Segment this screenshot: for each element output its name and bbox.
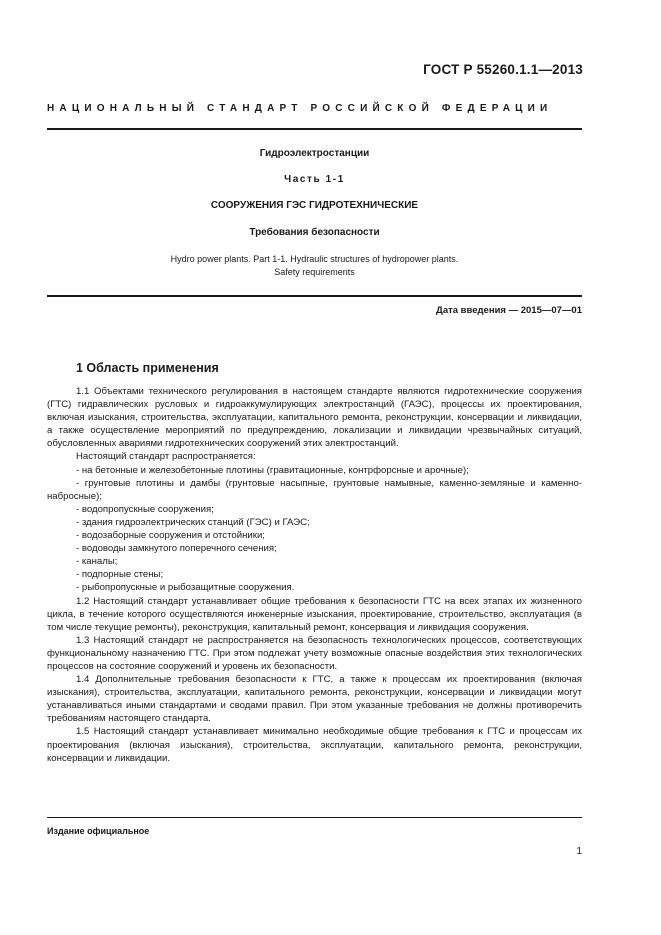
document-title: Гидроэлектростанции [259, 148, 370, 159]
english-title-line-2: Safety requirements [274, 267, 355, 277]
title-divider [47, 295, 582, 297]
standard-designation: ГОСТ Р 55260.1.1—2013 [423, 62, 583, 77]
section-paragraph: - рыбопропускные и рыбозащитные сооружения. [76, 582, 295, 594]
section-paragraph: 1.2 Настоящий стандарт устанавливает общие требования к безопасности ГТС на всех этапах их жизненного цикла, в течение которого осуществляются инженерные изыскания, проектирование, строительство, эксплуатация (в том числе текущие ремонты), реконструкция, капитальный ремонт, консервация и ликвидация сооружения. [47, 595, 582, 633]
section-paragraph: - водопропускные сооружения; [76, 503, 214, 515]
section-paragraph: - каналы; [76, 556, 118, 568]
introduction-date: Дата введения — 2015—07—01 [436, 305, 582, 316]
national-standard-heading: НАЦИОНАЛЬНЫЙ СТАНДАРТ РОССИЙСКОЙ ФЕДЕРАЦИИ [47, 103, 553, 114]
section-paragraph: - на бетонные и железобетонные плотины (гравитационные, контрфорсные и арочные); [76, 464, 469, 476]
section-paragraph: Настоящий стандарт распространяется: [76, 451, 256, 463]
english-title [47, 253, 582, 279]
section-paragraph: 1.1 Объектами технического регулирования в настоящем стандарте являются гидротехнические сооружения (ГТС) гидравлических русловых и гидроаккумулирующих электростанций (ГАЭС), процессы их проектирования, включая изыскания, строительства, эксплуатации, капитального ремонта, реконструкции, консервации и ликвидации, а также осуществление мероприятий по предупреждению, локализации и ликвидации чрезвычайных ситуаций, обусловленных авариями гидротехнических сооружений этих электростанций. [47, 386, 582, 450]
section-paragraph: 1.4 Дополнительные требования безопасности к ГТС, а также к процессам их проектирования (включая изыскания), строительства, эксплуатации, капитального ремонта, реконструкции, консервации и ликвидации могут устанавливаться иными стандартами и сводами правил. При этом указанные требования не должны противоречить требованиям настоящего стандарта. [47, 674, 582, 725]
footer-divider [47, 817, 582, 818]
document-part: Часть 1-1 [284, 174, 345, 185]
section-body [47, 385, 582, 765]
page-number: 1 [576, 846, 582, 857]
section-paragraph: - грунтовые плотины и дамбы (грунтовые насыпные, грунтовые намывные, каменно-земляные и каменно-набросные); [47, 477, 582, 502]
section-paragraph: - подпорные стены; [76, 569, 164, 581]
official-edition-label: Издание официальное [47, 826, 150, 836]
section-heading: 1 Область применения [76, 361, 219, 375]
section-paragraph: 1.3 Настоящий стандарт не распространяется на безопасность технологических процессов, соответствующих функциональному назначению ГТС. При этом подлежат учету возможные опасные воздействия этих технологических процессов на состояние сооружений и уровень их безопасности. [47, 634, 582, 672]
section-paragraph: - водоводы замкнутого поперечного сечения; [76, 543, 277, 555]
section-paragraph: - здания гидроэлектрических станций (ГЭС) и ГАЭС; [76, 516, 310, 528]
section-paragraph: 1.5 Настоящий стандарт устанавливает минимально необходимые общие требования к ГТС и процессам их проектирования (включая изыскания), строительства, эксплуатации, капитального ремонта, реконструкции, консервации и ликвидации. [47, 726, 582, 764]
section-paragraph: - водозаборные сооружения и отстойники; [76, 530, 265, 542]
header-divider [47, 128, 582, 130]
english-title-line-1: Hydro power plants. Part 1-1. Hydraulic structures of hydropower plants. [170, 254, 459, 264]
document-requirements-title: Требования безопасности [249, 227, 380, 238]
document-subtitle: СООРУЖЕНИЯ ГЭС ГИДРОТЕХНИЧЕСКИЕ [210, 200, 419, 211]
